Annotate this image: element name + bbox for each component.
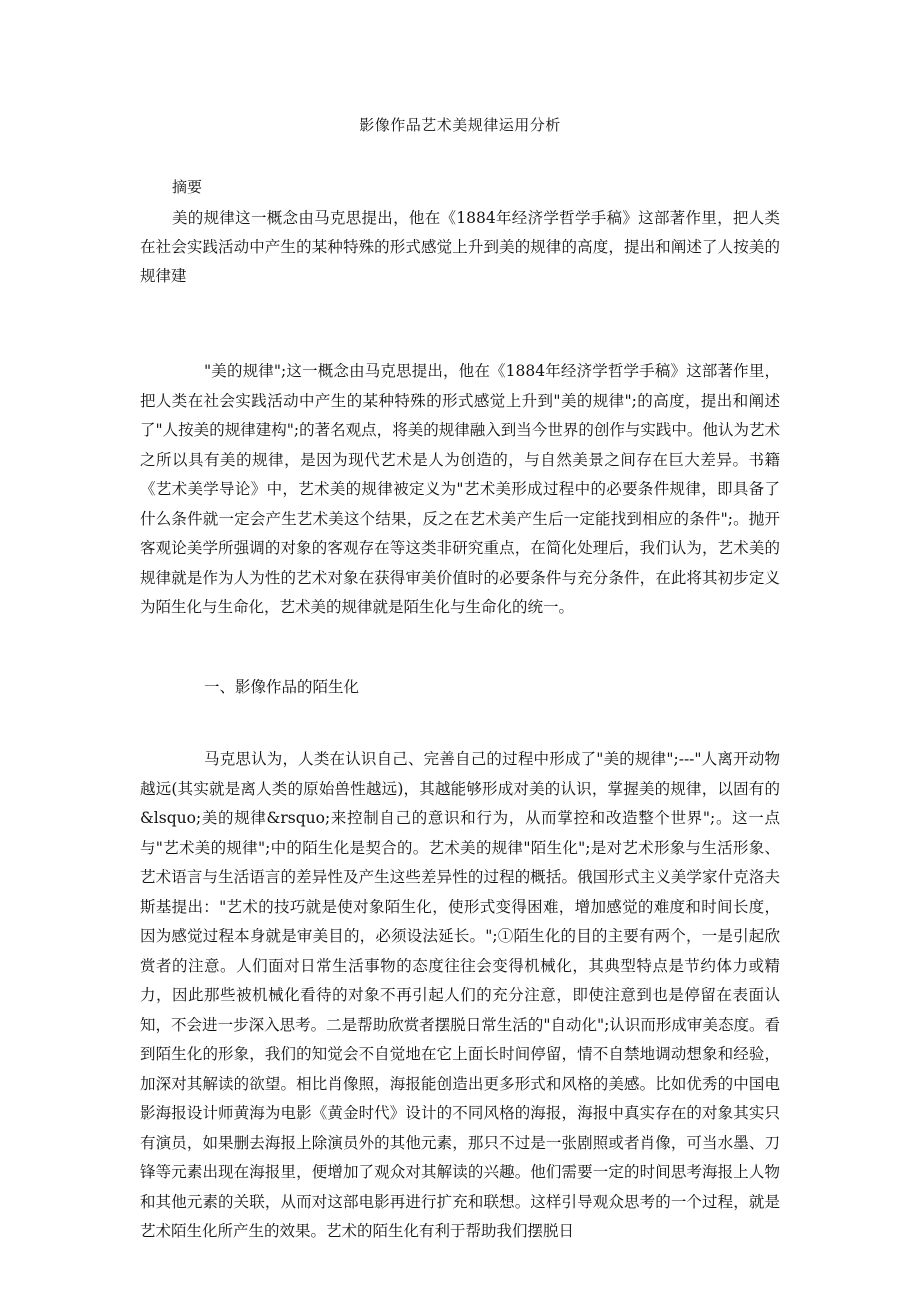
section-heading: 一、影像作品的陌生化 <box>204 678 360 696</box>
body-paragraph: "美的规律";这一概念由马克思提出，他在《1884年经济学哲学手稿》这部著作里，把人类在社会实践活动中产生的某种特殊的形式感觉上升到"美的规律";的高度，提出和阐述了"人按美的规律建构";的著名观点，将美的规律融入到当今世界的创作与实践中。他认为艺术之所以具有美的规律，是因为现代艺术是人为创造的，与自然美景之间存在巨大差异。书籍《艺术美学导论》中，艺术美的规律被定义为"艺术美形成过程中的必要条件规律，即具备了什么条件就一定会产生艺术美这个结果，反之在艺术美产生后一定能找到相应的条件";。抛开客观论美学所强调的对象的客观存在等这类非研究重点，在简化处理后，我们认为，艺术美的规律就是作为人为性的艺术对象在获得审美价值时的必要条件与充分条件，在此将其初步定义为陌生化与生命化，艺术美的规律就是陌生化与生命化的统一。 <box>140 362 780 616</box>
abstract-heading: 摘要 <box>172 178 203 196</box>
abstract-text: 美的规律这一概念由马克思提出，他在《1884年经济学哲学手稿》这部著作里，把人类在社会实践活动中产生的某种特殊的形式感觉上升到美的规律的高度，提出和阐述了人按美的规律建 <box>140 209 780 285</box>
document-title: 影像作品艺术美规律运用分析 <box>359 116 561 134</box>
body-paragraph: 马克思认为，人类在认识自己、完善自己的过程中形成了"美的规律";---"人离开动物越远(其实就是离人类的原始兽性越远)，其越能够形成对美的认识，掌握美的规律，以固有的&lsquo;美的规律&rsquo;来控制自己的意识和行为，从而掌控和改造整个世界";。这一点与"艺术美的规律";中的陌生化是契合的。艺术美的规律"陌生化";是对艺术形象与生活形象、艺术语言与生活语言的差异性及产生这些差异性的过程的概括。俄国形式主义美学家什克洛夫斯基提出："艺术的技巧就是使对象陌生化，使形式变得困难，增加感觉的难度和时间长度，因为感觉过程本身就是审美目的，必须设法延长。";①陌生化的目的主要有两个，一是引起欣赏者的注意。人们面对日常生活事物的态度往往会变得机械化，其典型特点是节约体力或精力，因此那些被机械化看待的对象不再引起人们的充分注意，即使注意到也是停留在表面认知，不会进一步深入思考。二是帮助欣赏者摆脱日常生活的"自动化";认识而形成审美态度。看到陌生化的形象，我们的知觉会不自觉地在它上面长时间停留，情不自禁地调动想象和经验，加深对其解读的欲望。相比肖像照，海报能创造出更多形式和风格的美感。比如优秀的中国电影海报设计师黄海为电影《黄金时代》设计的不同风格的海报，海报中真实存在的对象其实只有演员，如果删去海报上除演员外的其他元素，那只不过是一张剧照或者肖像，可当水墨、刀锋等元素出现在海报里，便增加了观众对其解读的兴趣。他们需要一定的时间思考海报上人物和其他元素的关联，从而对这部电影再进行扩充和联想。这样引导观众思考的一个过程，就是艺术陌生化所产生的效果。艺术的陌生化有利于帮助我们摆脱日 <box>140 750 780 1240</box>
